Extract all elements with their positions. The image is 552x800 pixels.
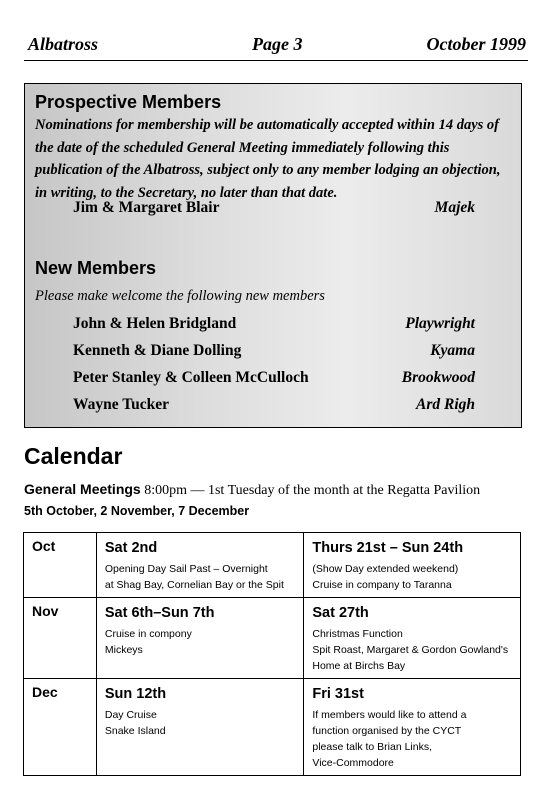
event-cell (304, 598, 521, 679)
general-meetings-line (24, 481, 480, 499)
table-row (24, 598, 521, 679)
table-row (24, 679, 521, 776)
month-cell: Oct (24, 533, 97, 598)
member-boat: Majek (434, 199, 475, 216)
new-member-row (73, 369, 475, 391)
member-name: Peter Stanley & Colleen McCulloch (73, 369, 309, 386)
page-header (24, 26, 528, 61)
event-cell (96, 679, 304, 776)
event-detail: If members would like to attend a (312, 709, 467, 721)
table-row (24, 533, 521, 598)
general-meetings-text: 8:00pm — 1st Tuesday of the month at the Regatta Pavilion (144, 483, 481, 498)
new-member-row (73, 342, 475, 364)
members-box (24, 83, 522, 428)
general-meetings-label: General Meetings (24, 481, 141, 497)
member-boat: Kyama (430, 342, 475, 359)
member-name: John & Helen Bridgland (73, 315, 237, 332)
event-detail: Vice-Commodore (312, 757, 394, 769)
calendar-table (23, 532, 521, 776)
page-number: Page 3 (252, 34, 303, 54)
event-cell (304, 533, 521, 598)
event-date: Fri 31st (312, 686, 364, 702)
event-detail: function organised by the CYCT (312, 725, 462, 737)
event-date: Sat 6th–Sun 7th (104, 605, 215, 621)
new-member-row (73, 315, 475, 337)
event-detail: (Show Day extended weekend) (312, 563, 459, 575)
event-date: Sat 27th (312, 605, 369, 621)
event-detail: Opening Day Sail Past – Overnight (104, 563, 268, 575)
event-date: Thurs 21st – Sun 24th (312, 540, 464, 556)
calendar-heading: Calendar (24, 443, 123, 469)
event-date: Sat 2nd (104, 540, 158, 556)
event-detail: Snake Island (104, 725, 166, 737)
event-detail: Home at Birchs Bay (312, 660, 406, 672)
month-cell: Nov (24, 598, 97, 679)
prospective-members-heading: Prospective Members (35, 92, 222, 112)
event-detail: Cruise in company to Taranna (312, 579, 452, 591)
new-members-intro: Please make welcome the following new members (35, 288, 325, 304)
event-cell (304, 679, 521, 776)
meeting-dates: 5th October, 2 November, 7 December (24, 504, 250, 518)
event-detail: at Shag Bay, Cornelian Bay or the Spit (104, 579, 284, 591)
new-member-row (73, 396, 475, 418)
prospective-members-text: Nominations for membership will be automatically accepted within 14 days of the date of the scheduled General Meeting immediately following this publication of the Albatross, subject only to any member lodging an objection, in writing, to the Secretary, no later than that date. (35, 117, 501, 201)
event-detail: Cruise in compony (104, 628, 192, 640)
event-detail: please talk to Brian Links, (312, 741, 433, 753)
event-cell (96, 598, 304, 679)
member-name: Kenneth & Diane Dolling (73, 342, 242, 359)
event-detail: Christmas Function (312, 628, 403, 640)
issue-date: October 1999 (426, 34, 526, 54)
member-name: Jim & Margaret Blair (73, 199, 220, 216)
member-name: Wayne Tucker (73, 396, 170, 413)
month-cell: Dec (24, 679, 97, 776)
event-detail: Spit Roast, Margaret & Gordon Gowland's (312, 644, 509, 656)
newsletter-title: Albatross (28, 34, 99, 54)
member-boat: Playwright (405, 315, 475, 332)
member-boat: Brookwood (401, 369, 475, 386)
event-detail: Day Cruise (104, 709, 157, 721)
member-boat: Ard Righ (415, 396, 475, 413)
event-cell (96, 533, 304, 598)
new-members-heading: New Members (35, 258, 157, 278)
prospective-member-row (73, 199, 475, 221)
event-detail: Mickeys (104, 644, 143, 656)
event-date: Sun 12th (104, 686, 167, 702)
